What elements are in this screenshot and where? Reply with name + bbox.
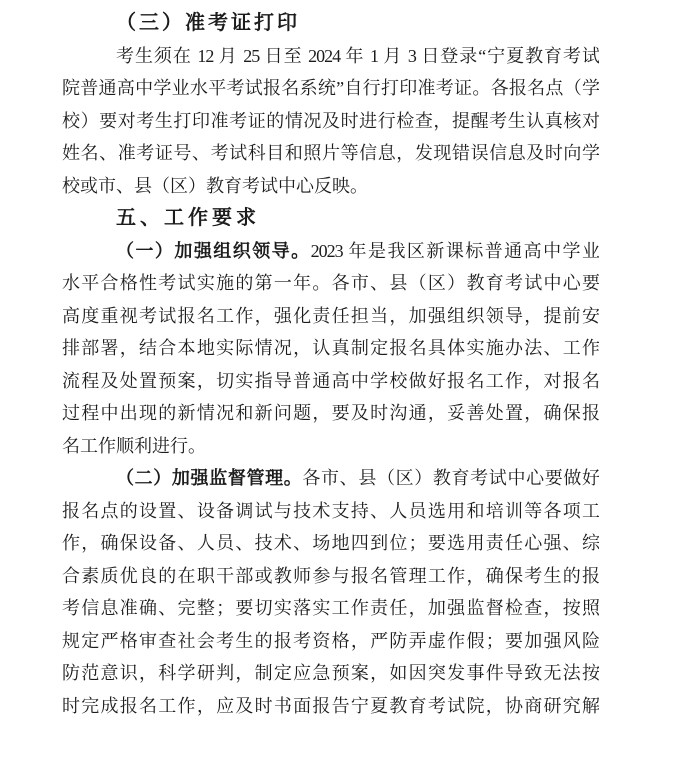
text-run: 考信息准确、完整；要切实落实工作责任，加强监督检查，按照 <box>62 598 599 618</box>
text-run: 姓名、准考证号、考试科目和照片等信息，发现错误信息及时向学 <box>62 143 599 163</box>
text-run: 排部署，结合本地实际情况，认真制定报名具体实施办法、工作 <box>62 338 599 358</box>
text-line <box>62 300 599 333</box>
text-run: 防范意识，科学研判，制定应急预案，如因突发事件导致无法按 <box>62 663 599 683</box>
text-line <box>62 495 599 528</box>
bold-text-run: 五、工作要求 <box>116 207 260 229</box>
text-run: 校或市、县（区）教育考试中心反映。 <box>62 175 368 196</box>
text-run: 规定严格审查社会考生的报考资格，严防弄虚作假；要加强风险 <box>62 630 599 651</box>
text-line <box>62 560 599 593</box>
text-line <box>62 625 599 658</box>
text-run: 水平合格性考试实施的第一年。各市、县（区）教育考试中心要 <box>62 273 599 293</box>
text-run: 校）要对考生打印准考证的情况及时进行检查，提醒考生认真核对 <box>62 110 599 131</box>
text-run: 2023 年是我区新课标普通高中学业 <box>310 240 599 261</box>
text-line <box>62 235 599 268</box>
text-run: 合素质优良的在职干部或教师参与报名管理工作，确保考生的报 <box>62 565 599 586</box>
bold-text-run: （二）加强监督管理。 <box>116 468 303 488</box>
text-line <box>62 527 599 560</box>
text-run: 各市、县（区）教育考试中心要做好 <box>302 468 599 488</box>
text-run: 过程中出现的新情况和新问题，要及时沟通，妥善处置，确保报 <box>62 403 599 423</box>
text-line <box>62 170 599 203</box>
bold-text-run: （一）加强组织领导。 <box>116 240 311 261</box>
text-line <box>62 397 599 430</box>
text-run: 作，确保设备、人员、技术、场地四到位；要选用责任心强、综 <box>62 533 599 553</box>
heading-line <box>62 202 599 235</box>
text-run: 时完成报名工作，应及时书面报告宁夏教育考试院，协商研究解 <box>62 695 599 716</box>
text-line <box>62 365 599 398</box>
text-line <box>62 462 599 495</box>
text-line <box>62 40 599 73</box>
text-run: 院普通高中学业水平考试报名系统”自行打印准考证。各报名点（学 <box>62 78 599 98</box>
text-line <box>62 137 599 170</box>
text-line <box>62 332 599 365</box>
text-run: 流程及处置预案，切实指导普通高中学校做好报名工作，对报名 <box>62 370 599 391</box>
text-line <box>62 657 599 690</box>
text-line <box>62 105 599 138</box>
text-line <box>62 430 599 463</box>
text-line <box>62 690 599 723</box>
text-run: 名工作顺利进行。 <box>62 435 206 456</box>
text-run: 高度重视考试报名工作，强化责任担当，加强组织领导，提前安 <box>62 305 599 326</box>
bold-text-run: （三）准考证打印 <box>116 12 300 34</box>
text-run: 考生须在 12 月 25 日至 2024 年 1 月 3 日登录“宁夏教育考试 <box>116 45 599 66</box>
text-line <box>62 592 599 625</box>
text-line <box>62 267 599 300</box>
heading-line <box>62 7 599 40</box>
text-run: 报名点的设置、设备调试与技术支持、人员选用和培训等各项工 <box>62 500 599 521</box>
text-line <box>62 72 599 105</box>
